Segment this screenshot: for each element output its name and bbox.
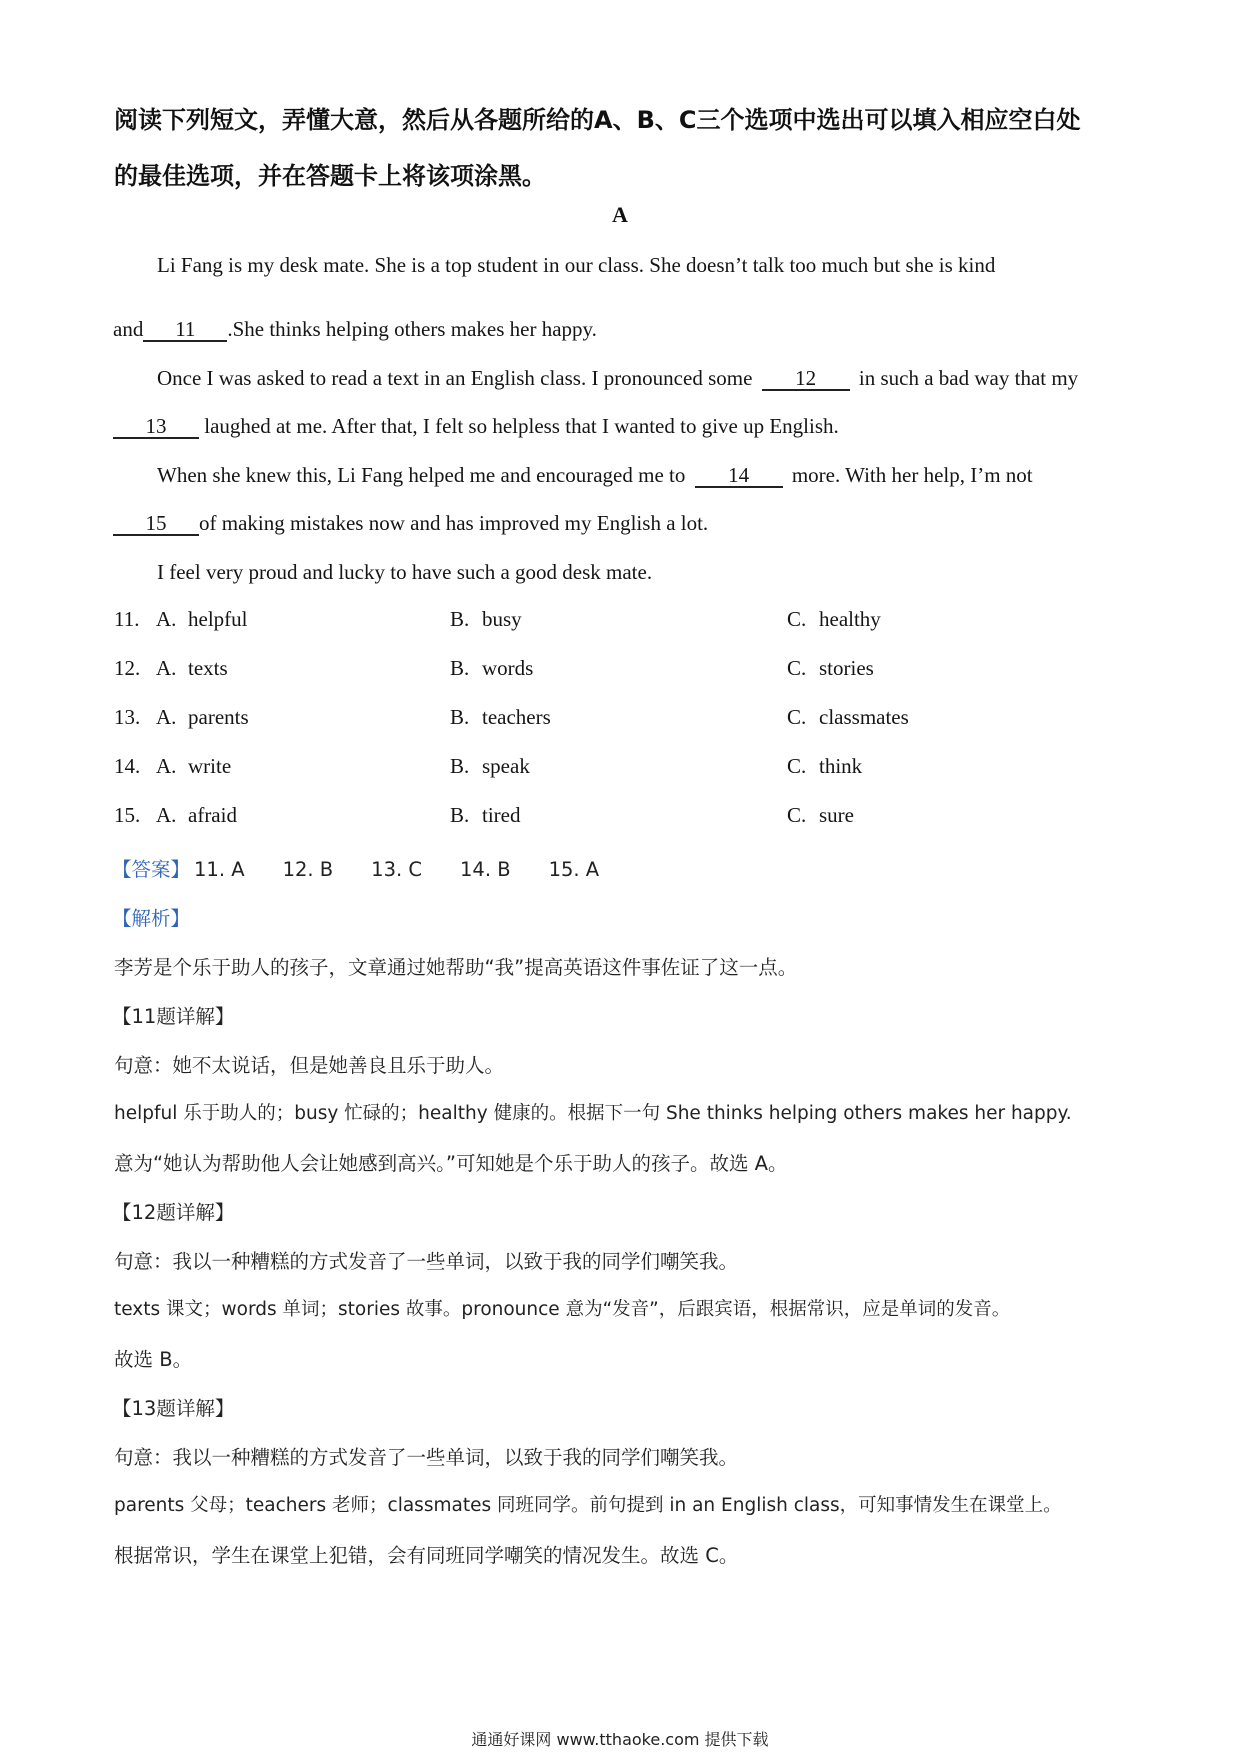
answer-item: 15. A (548, 858, 600, 881)
question-number: 14. (114, 754, 141, 778)
q11-detail-line-2: 意为“她认为帮助他人会让她感到高兴。”可知她是个乐于助人的孩子。故选 A。 (114, 1152, 788, 1175)
option-letter: C. (787, 656, 807, 680)
q12-detail-line-2: 故选 B。 (114, 1348, 193, 1371)
option-letter: C. (787, 607, 807, 631)
option-letter: C. (787, 803, 807, 827)
option-text: tired (482, 803, 521, 827)
option-letter: C. (787, 705, 807, 729)
question-row (114, 803, 1114, 833)
passage-text: When she knew this, Li Fang helped me and encouraged me to (157, 463, 686, 487)
option-a[interactable] (156, 656, 228, 681)
option-letter: B. (450, 754, 470, 778)
option-a[interactable] (156, 705, 249, 730)
question-number: 11. (114, 607, 140, 631)
question-row (114, 754, 1114, 784)
blank-13: 13 (113, 415, 199, 439)
blank-12: 12 (762, 367, 850, 391)
q13-detail-line-1: parents 父母；teachers 老师；classmates 同班同学。前句提到 in an English class，可知事情发生在课堂上。 (114, 1495, 1062, 1516)
passage-text: in such a bad way that my (858, 366, 1079, 390)
q12-detail-heading: 【12题详解】 (112, 1201, 235, 1224)
passage-text: .She thinks helping others makes her happy. (227, 317, 597, 341)
option-letter: B. (450, 803, 470, 827)
option-a[interactable] (156, 607, 247, 632)
q11-detail-heading: 【11题详解】 (112, 1005, 235, 1028)
page-footer: 通通好课网 www.tthaoke.com 提供下载 (471, 1730, 769, 1749)
option-text: classmates (819, 705, 909, 729)
section-title: A (612, 202, 628, 227)
option-text: helpful (188, 607, 248, 631)
option-c[interactable] (787, 754, 862, 779)
option-b[interactable] (450, 803, 520, 828)
analysis-tag: 【解析】 (112, 907, 191, 930)
option-text: busy (482, 607, 522, 631)
question-number: 15. (114, 803, 141, 827)
option-c[interactable] (787, 803, 854, 828)
q13-detail-heading: 【13题详解】 (112, 1397, 235, 1420)
q13-detail-line-2: 根据常识，学生在课堂上犯错，会有同班同学嘲笑的情况发生。故选 C。 (114, 1544, 739, 1567)
answer-line (112, 854, 637, 882)
option-b[interactable] (450, 656, 533, 681)
passage-line-4 (113, 414, 839, 439)
q11-detail-line-1: helpful 乐于助人的；busy 忙碌的；healthy 健康的。根据下一句 She thinks helping others makes her happy. (114, 1103, 1072, 1124)
option-letter: B. (450, 705, 470, 729)
option-c[interactable] (787, 607, 881, 632)
option-b[interactable] (450, 705, 551, 730)
blank-14: 14 (695, 464, 783, 488)
question-number: 13. (114, 705, 141, 729)
q12-meaning: 句意：我以一种糟糕的方式发音了一些单词，以致于我的同学们嘲笑我。 (114, 1250, 739, 1273)
option-text: afraid (188, 803, 237, 827)
passage-line-2 (113, 317, 597, 342)
option-c[interactable] (787, 656, 874, 681)
option-text: texts (188, 656, 228, 680)
blank-11: 11 (143, 318, 227, 342)
answer-item: 13. C (371, 858, 422, 881)
option-text: stories (819, 656, 874, 680)
option-b[interactable] (450, 607, 522, 632)
option-text: sure (819, 803, 854, 827)
option-c[interactable] (787, 705, 909, 730)
option-text: think (819, 754, 863, 778)
option-letter: A. (156, 754, 177, 778)
option-text: teachers (482, 705, 551, 729)
option-letter: A. (156, 607, 177, 631)
q13-meaning: 句意：我以一种糟糕的方式发音了一些单词，以致于我的同学们嘲笑我。 (114, 1446, 739, 1469)
option-text: write (188, 754, 232, 778)
option-a[interactable] (156, 803, 237, 828)
option-letter: B. (450, 607, 470, 631)
instructions-line-1: 阅读下列短文，弄懂大意，然后从各题所给的A、B、C三个选项中选出可以填入相应空白处 (114, 106, 1081, 134)
option-b[interactable] (450, 754, 530, 779)
question-row (114, 705, 1114, 735)
question-number: 12. (114, 656, 141, 680)
q11-meaning: 句意：她不太说话，但是她善良且乐于助人。 (114, 1054, 505, 1077)
answer-item: 14. B (460, 858, 511, 881)
analysis-summary: 李芳是个乐于助人的孩子，文章通过她帮助“我”提高英语这件事佐证了这一点。 (114, 956, 798, 979)
option-a[interactable] (156, 754, 231, 779)
option-text: words (482, 656, 534, 680)
answer-item: 11. A (194, 858, 245, 881)
passage-text: Once I was asked to read a text in an English class. I pronounced some (157, 366, 753, 390)
instructions-line-2: 的最佳选项，并在答题卡上将该项涂黑。 (114, 162, 546, 190)
q12-detail-line-1: texts 课文；words 单词；stories 故事。pronounce 意为“发音”，后跟宾语，根据常识，应是单词的发音。 (114, 1299, 1011, 1320)
blank-15: 15 (113, 512, 199, 536)
question-row (114, 656, 1114, 686)
question-row (114, 607, 1114, 637)
passage-text: laughed at me. After that, I felt so helpless that I wanted to give up English. (204, 414, 839, 438)
passage-line-6 (113, 511, 708, 536)
passage-line-1: Li Fang is my desk mate. She is a top student in our class. She doesn’t talk too much but she is kind (157, 253, 996, 277)
option-text: speak (482, 754, 530, 778)
passage-text: and (113, 317, 144, 341)
option-letter: A. (156, 803, 177, 827)
answer-item: 12. B (282, 858, 334, 881)
passage-line-5 (157, 463, 1033, 488)
passage-text: of making mistakes now and has improved my English a lot. (199, 511, 709, 535)
option-letter: A. (156, 705, 177, 729)
option-letter: B. (450, 656, 470, 680)
option-letter: A. (156, 656, 177, 680)
answer-tag: 【答案】 (112, 858, 191, 881)
passage-text: more. With her help, I’m not (791, 463, 1033, 487)
option-letter: C. (787, 754, 807, 778)
option-text: parents (188, 705, 249, 729)
option-text: healthy (819, 607, 881, 631)
passage-line-7: I feel very proud and lucky to have such a good desk mate. (157, 560, 653, 584)
passage-line-3 (157, 366, 1078, 391)
